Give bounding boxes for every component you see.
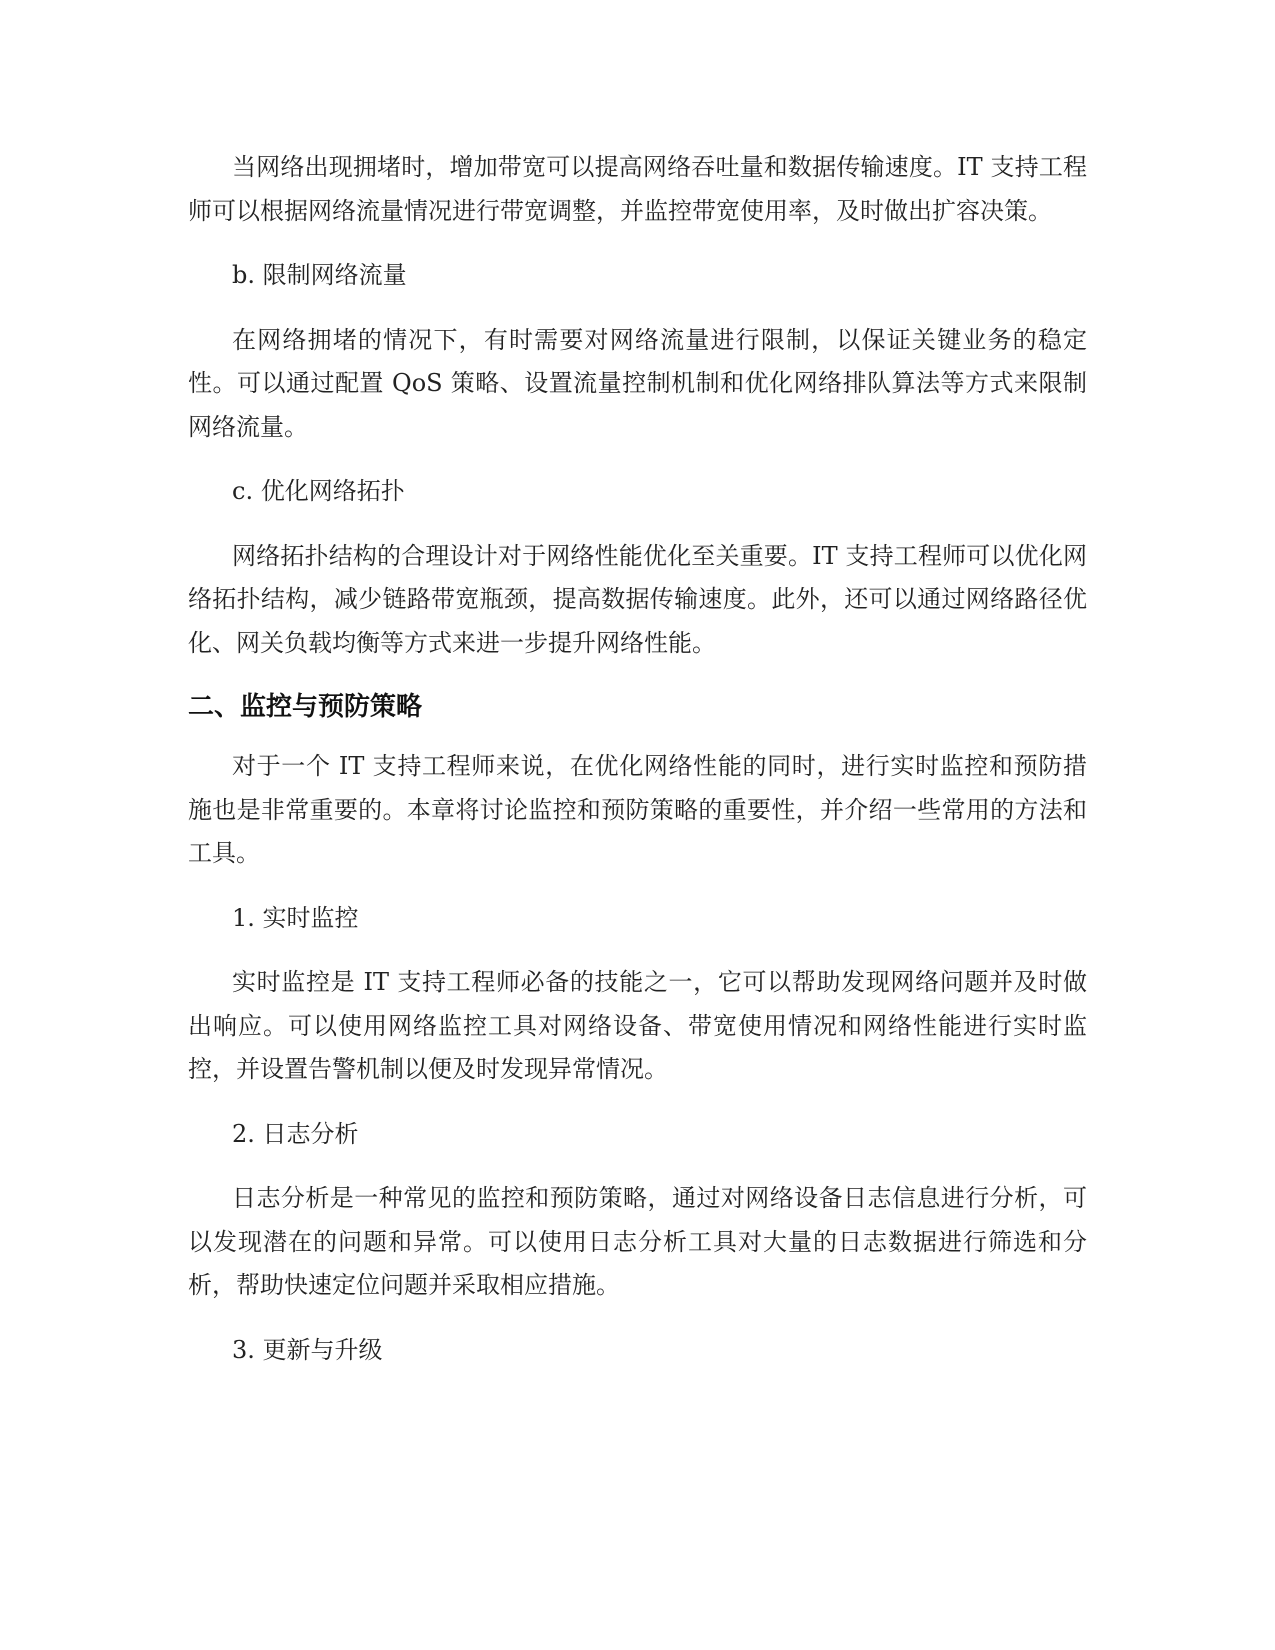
paragraph-realtime-monitoring: 实时监控是 IT 支持工程师必备的技能之一，它可以帮助发现网络问题并及时做出响应。可以使用网络监控工具对网络设备、带宽使用情况和网络性能进行实时监控，并设置告警机制以便及时发现异常情况。 (188, 968, 1087, 1083)
subheading-update-upgrade: 3. 更新与升级 (232, 1335, 383, 1364)
subheading-limit-traffic: b. 限制网络流量 (232, 261, 407, 289)
paragraph-optimize-topology: 网络拓扑结构的合理设计对于网络性能优化至关重要。IT 支持工程师可以优化网络拓扑结构，减少链路带宽瓶颈，提高数据传输速度。此外，还可以通过网络路径优化、网关负载均衡等方式来进一步提升网络性能。 (188, 541, 1087, 657)
subheading-realtime-monitoring: 1. 实时监控 (232, 903, 359, 932)
subheading-log-analysis: 2. 日志分析 (232, 1119, 359, 1148)
paragraph-limit-traffic: 在网络拥堵的情况下，有时需要对网络流量进行限制，以保证关键业务的稳定性。可以通过配置 QoS 策略、设置流量控制机制和优化网络排队算法等方式来限制网络流量。 (188, 325, 1087, 441)
paragraph-log-analysis: 日志分析是一种常见的监控和预防策略，通过对网络设备日志信息进行分析，可以发现潜在的问题和异常。可以使用日志分析工具对大量的日志数据进行筛选和分析，帮助快速定位问题并采取相应措施。 (188, 1184, 1087, 1299)
section-title: 二、监控与预防策略 (188, 692, 423, 722)
paragraph-intro: 对于一个 IT 支持工程师来说，在优化网络性能的同时，进行实时监控和预防措施也是非常重要的。本章将讨论监控和预防策略的重要性，并介绍一些常用的方法和工具。 (188, 752, 1087, 867)
document-body (188, 146, 1087, 1393)
subheading-optimize-topology: c. 优化网络拓扑 (232, 477, 405, 505)
paragraph-bandwidth: 当网络出现拥堵时，增加带宽可以提高网络吞吐量和数据传输速度。IT 支持工程师可以根据网络流量情况进行带宽调整，并监控带宽使用率，及时做出扩容决策。 (188, 153, 1087, 225)
